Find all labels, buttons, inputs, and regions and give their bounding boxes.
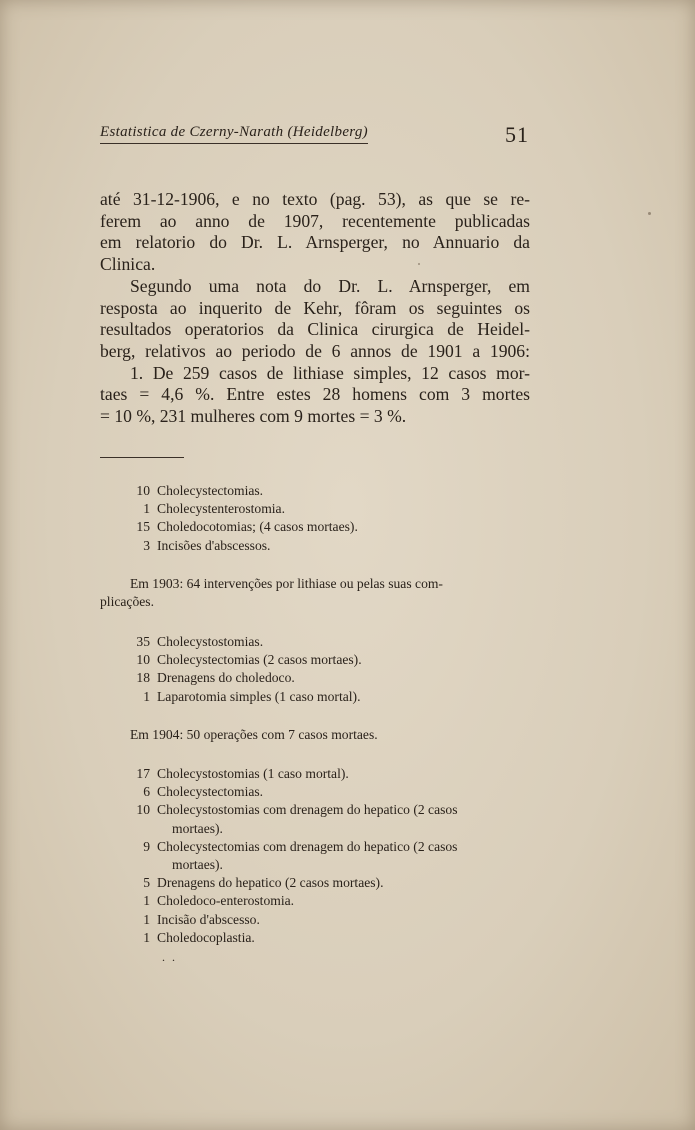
footnote-list-c: [100, 765, 530, 947]
body-line: = 10 %, 231 mulheres com 9 mortes = 3 %.: [100, 406, 407, 427]
item-count: 18: [136, 670, 150, 686]
item-text: Cholecystectomias.: [157, 784, 264, 800]
item-count: 10: [136, 652, 150, 668]
body-line: ferem ao anno de 1907, recentemente publicadas: [100, 210, 530, 231]
paragraph-line: plicações.: [100, 594, 154, 610]
paper-speck: [418, 263, 420, 265]
item-count: 1: [143, 929, 150, 945]
item-text: Cholecystectomias (2 casos mortaes).: [157, 652, 362, 668]
item-text: Cholecystostomias.: [157, 634, 264, 649]
paragraph-1903: [100, 575, 530, 611]
item-count: 1: [143, 911, 150, 927]
list-item: [100, 669, 530, 687]
footnote-rule: [100, 457, 184, 458]
item-text: Cholecystectomias.: [157, 483, 264, 498]
item-count: 1: [143, 893, 150, 909]
item-text: Cholecystostomias com drenagem do hepatico (2 casos: [157, 802, 458, 818]
list-item: [100, 801, 530, 837]
list-item: [100, 500, 530, 518]
item-count: 9: [143, 838, 150, 854]
item-text: Choledocoplastia.: [157, 929, 255, 945]
item-count: 10: [136, 802, 150, 818]
body-line: Clinica.: [100, 254, 156, 275]
item-count: 5: [143, 875, 150, 891]
list-item: [100, 911, 530, 929]
item-count: 6: [143, 784, 150, 800]
list-item: [100, 688, 530, 706]
item-count: 15: [136, 519, 150, 535]
item-count: 3: [143, 537, 150, 553]
list-item: [100, 633, 530, 651]
item-text: Drenagens do hepatico (2 casos mortaes).: [157, 875, 384, 891]
list-item: [100, 482, 530, 500]
main-paragraphs: [100, 189, 530, 428]
body-line: resposta ao inquerito de Kehr, fôram os seguintes os: [100, 297, 530, 318]
paragraph-line: Em 1903: 64 intervenções por lithiase ou pelas suas com-: [130, 576, 443, 591]
item-text: Drenagens do choledoco.: [157, 670, 295, 686]
item-text: Incisões d'abscessos.: [157, 537, 271, 553]
body-line: 1. De 259 casos de lithiase simples, 12 casos mor-: [130, 362, 530, 383]
item-text: Laparotomia simples (1 caso mortal).: [157, 688, 361, 704]
footnote-list-a: [100, 482, 530, 555]
list-item: [100, 874, 530, 892]
item-count: 1: [143, 501, 150, 517]
paragraph-line: Em 1904: 50 operações com 7 casos mortaes.: [130, 727, 378, 742]
list-item: [100, 929, 530, 947]
list-item: [100, 537, 530, 555]
item-count: 35: [136, 634, 150, 649]
list-item: [100, 892, 530, 910]
item-text: Choledocotomias; (4 casos mortaes).: [157, 519, 358, 535]
list-item: [100, 651, 530, 669]
list-item: [100, 518, 530, 536]
item-text: Choledoco-enterostomia.: [157, 893, 295, 909]
paper-speck: [648, 212, 651, 215]
item-text: Cholecystostomias (1 caso mortal).: [157, 766, 349, 781]
body-line: em relatorio do Dr. L. Arnsperger, no Annuario da: [100, 232, 530, 253]
list-item: [100, 783, 530, 801]
body-line: até 31-12-1906, e no texto (pag. 53), as que se re-: [100, 189, 530, 209]
item-continuation: mortaes).: [172, 820, 223, 836]
page-number: 51: [505, 122, 529, 147]
body-line: berg, relativos ao periodo de 6 annos de 1901 a 1906:: [100, 340, 530, 361]
body-line: Segundo uma nota do Dr. L. Arnsperger, em: [130, 275, 530, 296]
item-count: 17: [136, 766, 150, 781]
item-text: Cholecystenterostomia.: [157, 501, 285, 517]
list-item: [100, 838, 530, 874]
body-line: resultados operatorios da Clinica cirurgica de Heidel-: [100, 319, 530, 340]
item-continuation: mortaes).: [172, 857, 223, 873]
body-line: taes = 4,6 %. Entre estes 28 homens com 3 mortes: [100, 384, 530, 405]
running-head: Estatistica de Czerny-Narath (Heidelberg): [100, 124, 368, 144]
list-item: [100, 765, 530, 783]
trailing-marks: . .: [162, 950, 177, 964]
footnote-list-b: [100, 633, 530, 706]
paragraph-1904: [100, 726, 530, 744]
item-count: 10: [136, 483, 150, 498]
item-text: Incisão d'abscesso.: [157, 911, 260, 927]
item-count: 1: [143, 688, 150, 704]
item-text: Cholecystectomias com drenagem do hepatico (2 casos: [157, 838, 458, 854]
